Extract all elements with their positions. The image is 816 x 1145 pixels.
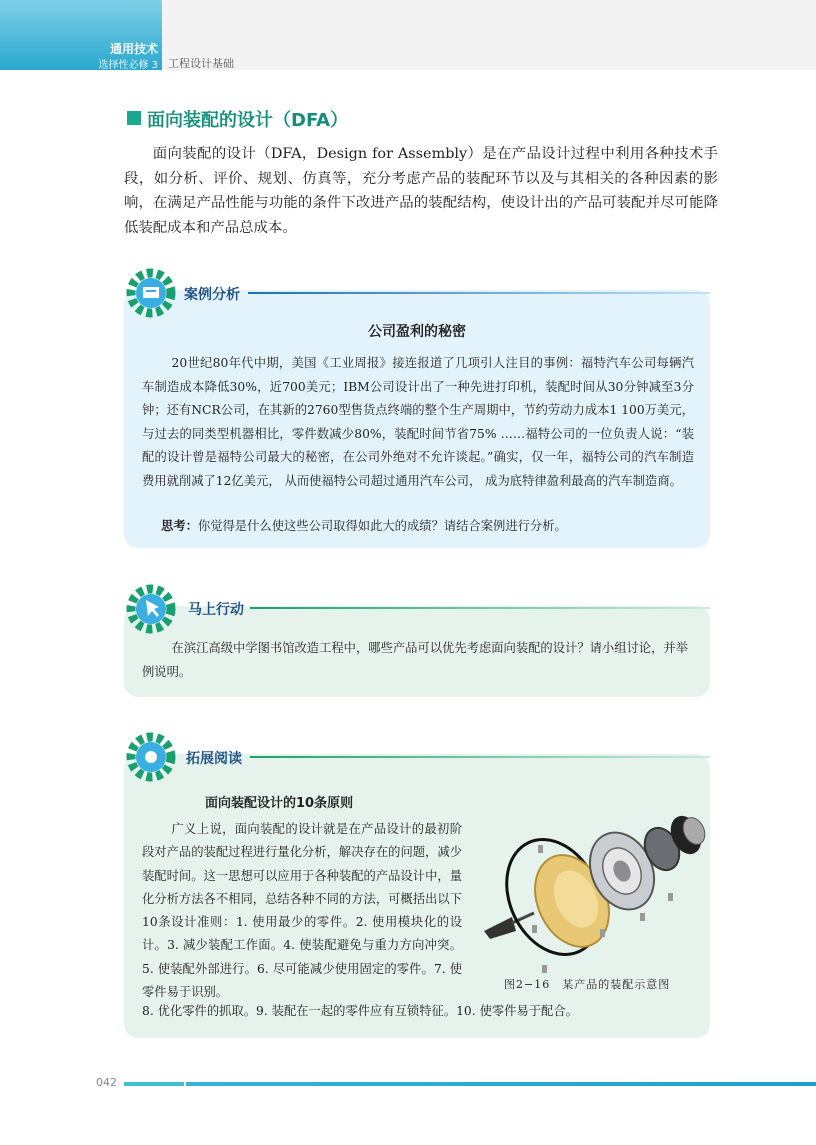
action-gear-icon — [122, 580, 180, 638]
reading-badge: 拓展阅读 — [186, 751, 242, 767]
reading-title: 面向装配设计的10条原则 — [205, 796, 354, 811]
reading-gear-icon — [122, 728, 180, 786]
reading-divider — [250, 756, 710, 758]
book-subtitle: 选择性必修 3 — [98, 60, 158, 71]
section-title: 面向装配的设计（DFA） — [147, 110, 349, 131]
page-number: 042 — [96, 1076, 117, 1089]
header-bar — [162, 0, 816, 70]
reading-last-line: 8. 优化零件的抓取。9. 装配在一起的零件应有互锁特征。10. 使零件易于配合。 — [142, 1004, 578, 1018]
think-text: 你觉得是什么使这些公司取得如此大的成绩？请结合案例进行分析。 — [197, 519, 567, 533]
think-label: 思考： — [161, 519, 198, 533]
action-divider — [250, 607, 710, 609]
think-question — [161, 516, 567, 534]
figure-parts — [484, 811, 709, 973]
action-body: 在滨江高级中学图书馆改造工程中，哪些产品可以优先考虑面向装配的设计？请小组讨论，并举例说明。 — [142, 641, 688, 679]
case-body: 20世纪80年代中期，美国《工业周报》接连报道了几项引人注目的事例：福特汽车公司每辆汽车制造成本降低30%，近700美元；IBM公司设计出了一种先进打印机，装配时间从30分钟减至3分钟；还有NCR公司，在其新的2760型售货点终端的整个生产周期中，节约劳动力成本1 100万美元，与过去的同类型机器相比，零件数减少80%，装配时间节省75% ……福特公司的一位负责人说：“装配的设计曾是福特公司最大的秘密，在公司外绝对不允许谈起。”确实，仅一年，福特公司的汽车制造费用就削减了12亿美元， 从而使福特公司超过通用汽车公司， 成为底特律盈利最高的汽车制造商。 — [142, 356, 694, 488]
chapter-title: 工程设计基础 — [168, 57, 234, 70]
action-badge: 马上行动 — [188, 602, 244, 618]
figure-caption: 图2−16 某产品的装配示意图 — [504, 978, 671, 991]
section-intro: 面向装配的设计（DFA，Design for Assembly）是在产品设计过程中利用各种技术手段，如分析、评价、规划、仿真等，充分考虑产品的装配环节以及与其相关的各种因素的影响，在满足产品性能与功能的条件下改进产品的装配结构，使设计出的产品可装配并尽可能降低装配成本和产品总成本。 — [124, 146, 718, 236]
assembly-diagram-figure — [472, 805, 712, 975]
section-marker-icon — [127, 111, 141, 125]
case-gear-icon — [122, 264, 180, 322]
case-title: 公司盈利的秘密 — [368, 324, 466, 340]
footer-bar-short — [124, 1082, 184, 1086]
book-title: 通用技术 — [109, 42, 158, 56]
reading-body: 广义上说，面向装配的设计就是在产品设计的最初阶段对产品的装配过程进行量化分析，解决存在的问题，减少装配时间。这一思想可以应用于各种装配的产品设计中，量化分析方法各不相同，总结各种不同的方法，可概括出以下10条设计准则：1. 使用最少的零件。2. 使用模块化的设计。3. 减少装配工作面。4. 使装配避免与重力方向冲突。5. 使装配外部进行。6. 尽可能减少使用固定的零件。7. 使零件易于识别。 — [142, 822, 462, 1000]
case-divider — [248, 292, 710, 294]
case-badge: 案例分析 — [184, 287, 240, 303]
footer-bar-long — [186, 1082, 816, 1086]
